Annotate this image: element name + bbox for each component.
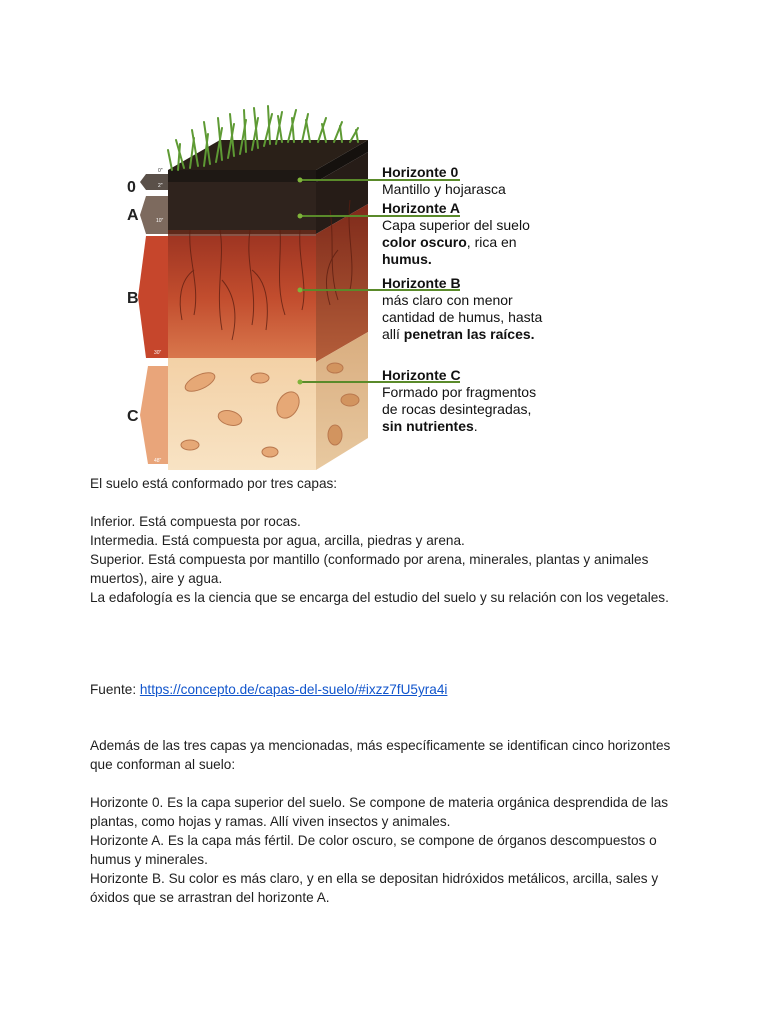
horizon-label-a — [382, 200, 530, 268]
source-label: Fuente: — [90, 682, 140, 697]
scale-mark: 0" — [158, 168, 163, 174]
soil-block-front — [168, 170, 316, 470]
source-line — [90, 680, 690, 699]
side-letter: C — [127, 408, 139, 425]
soil-horizons-figure — [110, 100, 570, 472]
scale-marker-a — [140, 196, 168, 234]
horizon-desc-bold: penetran las raíces. — [403, 326, 535, 342]
horizon-desc-line: de rocas desintegradas, — [382, 401, 532, 417]
side-letters — [127, 179, 139, 425]
scale-mark: 30" — [154, 350, 162, 356]
horizons-intro-text: Además de las tres capas ya mencionadas, más específicamente se identifican cinco horizontes que conforman al suelo: — [90, 738, 671, 772]
horizon-a-text: Horizonte A. Es la capa más fértil. De color oscuro, se compone de órganos descompuestos o humus y minerales. — [90, 833, 657, 867]
source-link[interactable]: https://concepto.de/capas-del-suelo/#ixzz7fU5yra4i — [139, 682, 448, 697]
horizon-desc-line: Capa superior del suelo — [382, 217, 530, 233]
horizon-label-0 — [382, 164, 506, 198]
scale-marker-c — [140, 366, 168, 464]
horizon-name: Horizonte C — [382, 367, 461, 383]
horizon-desc-line: Formado por fragmentos — [382, 384, 537, 400]
horizons-list — [90, 793, 690, 907]
intro-paragraph — [90, 474, 690, 493]
horizons-intro — [90, 736, 690, 774]
scale-marker-0 — [140, 174, 168, 190]
soil-block-side — [316, 140, 368, 470]
horizon-0-text: Horizonte 0. Es la capa superior del suelo. Se compone de materia orgánica desprendida de las plantas, como hojas y ramas. Allí viven insectos y animales. — [90, 795, 669, 829]
layer-intermedia: Intermedia. Está compuesta por agua, arcilla, piedras y arena. — [90, 533, 465, 548]
intro-text: El suelo está conformado por tres capas: — [90, 476, 338, 491]
side-letter: A — [127, 207, 139, 224]
layer-superior: Superior. Está compuesta por mantillo (conformado por arena, minerales, plantas y animales muertos), aire y agua. — [90, 552, 649, 586]
horizon-desc-bold: sin nutrientes — [382, 418, 474, 434]
layers-list — [90, 512, 690, 607]
horizon-desc-line: . — [473, 418, 478, 434]
horizon-desc-line: , rica en — [466, 234, 517, 250]
horizon-desc-line: más claro con menor — [382, 292, 513, 308]
horizon-label-c — [382, 367, 536, 435]
edafologia-text: La edafología es la ciencia que se encarga del estudio del suelo y su relación con los vegetales. — [90, 590, 669, 605]
horizon-name: Horizonte B — [382, 275, 461, 291]
scale-mark: 48" — [154, 458, 162, 464]
side-letter: 0 — [127, 179, 136, 196]
horizon-b-text: Horizonte B. Su color es más claro, y en ella se depositan hidróxidos metálicos, arcilla, sales y óxidos que se arrastran del horizonte A. — [90, 871, 659, 905]
side-letter: B — [127, 290, 139, 307]
horizon-label-b — [382, 275, 542, 343]
horizon-scale — [138, 174, 168, 464]
horizon-desc-bold: color oscuro — [382, 234, 467, 250]
layer-inferior: Inferior. Está compuesta por rocas. — [90, 514, 301, 529]
horizon-desc-line: Mantillo y hojarasca — [382, 181, 506, 197]
scale-marker-b — [138, 236, 168, 358]
horizon-desc-line: allí — [382, 326, 404, 342]
horizon-name: Horizonte 0 — [382, 164, 459, 180]
horizon-name: Horizonte A — [382, 200, 461, 216]
horizon-desc-line: cantidad de humus, hasta — [382, 309, 543, 325]
horizon-desc-bold: humus. — [382, 251, 432, 267]
scale-mark: 2" — [158, 183, 163, 189]
scale-mark: 10" — [156, 218, 164, 224]
